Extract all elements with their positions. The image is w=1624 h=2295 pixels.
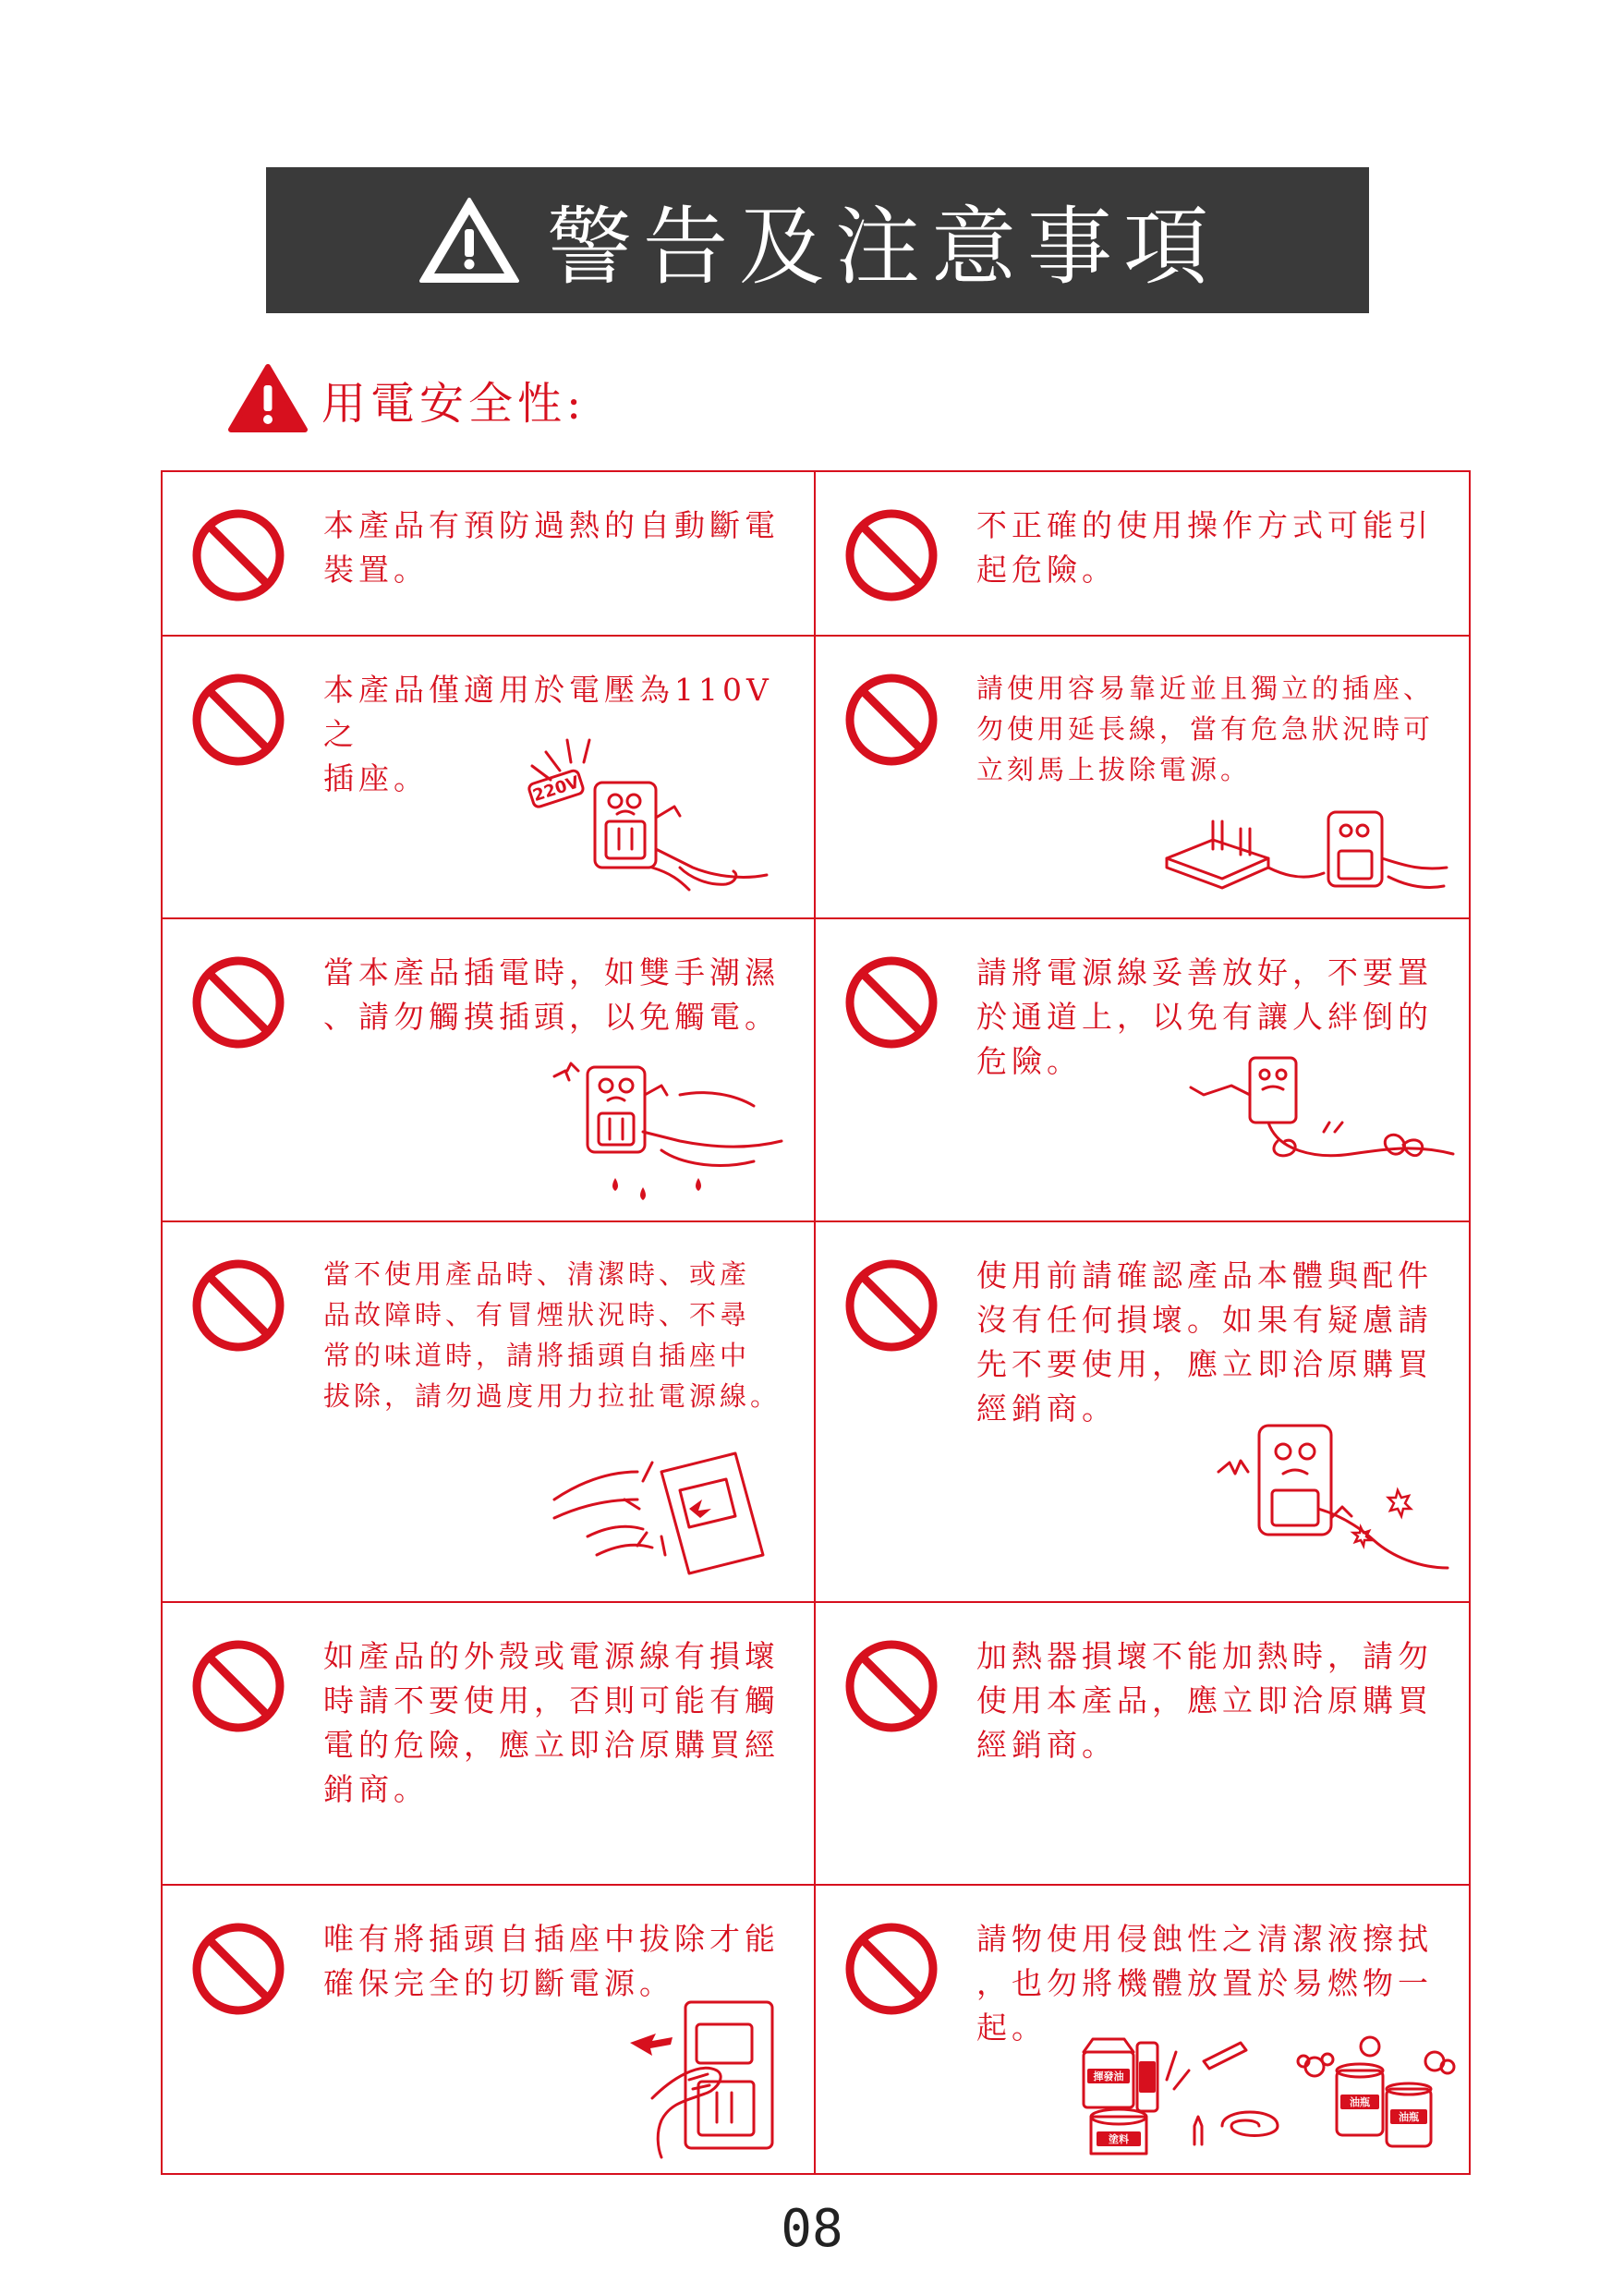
- warning-triangle-icon: [416, 194, 523, 286]
- prohibition-icon: [190, 954, 286, 1050]
- warning-item: [816, 472, 1469, 637]
- warning-text: 唯有將插頭自插座中拔除才能 確保完全的切斷電源。: [323, 1921, 780, 2001]
- warning-item: [163, 919, 816, 1222]
- page-title: 警告及注意事項: [546, 198, 1219, 297]
- warning-item: [816, 637, 1469, 919]
- warning-item: [816, 919, 1469, 1222]
- warning-text: 請使用容易靠近並且獨立的插座、 勿使用延長線，當有危急狀況時可 立刻馬上拔除電源。: [976, 673, 1435, 785]
- prohibition-icon: [190, 1638, 286, 1734]
- section-title: 用電安全性:: [321, 377, 587, 430]
- warning-text: 請物使用侵蝕性之清潔液擦拭 ，也勿將機體放置於易燃物一 起。: [976, 1921, 1433, 2046]
- warning-text: 加熱器損壞不能加熱時，請勿 使用本產品，應立即洽原購買 經銷商。: [976, 1638, 1433, 1763]
- prohibition-icon: [843, 507, 939, 603]
- prohibition-icon: [843, 672, 939, 768]
- warning-item: [163, 1886, 816, 2173]
- wet-hands-illustration: [551, 1058, 791, 1215]
- flammables-illustration: [1065, 2024, 1462, 2163]
- oil-bottle-label: 油瓶: [1350, 2096, 1370, 2108]
- prohibition-icon: [843, 954, 939, 1050]
- outlet-220v-illustration: [514, 729, 782, 905]
- damaged-outlet-illustration: [1213, 1416, 1453, 1583]
- warning-text: 本產品僅適用於電壓為110V之 插座。: [323, 672, 773, 796]
- tripping-cord-illustration: [1185, 1049, 1462, 1187]
- warning-text: 如產品的外殼或電源線有損壞 時請不要使用，否則可能有觸 電的危險，應立即洽原購買經 銷商。: [323, 1638, 780, 1807]
- prohibition-icon: [843, 1638, 939, 1734]
- warning-text: 本產品有預防過熱的自動斷電 裝置。: [323, 507, 780, 588]
- paint-label: 塗料: [1109, 2133, 1129, 2145]
- warning-triangle-icon: [227, 363, 309, 435]
- volatile-oil-label: 揮發油: [1093, 2070, 1124, 2082]
- header-banner: [266, 167, 1369, 313]
- warning-text: 不正確的使用操作方式可能引 起危險。: [976, 507, 1433, 588]
- warning-item: [816, 1603, 1469, 1886]
- oil-bottle-label: 油瓶: [1399, 2111, 1419, 2123]
- warning-text: 請將電源線妥善放好，不要置 於通道上，以免有讓人絆倒的 危險。: [976, 954, 1433, 1079]
- prohibition-icon: [190, 1257, 286, 1354]
- warning-item: [163, 1222, 816, 1603]
- warning-item: [163, 637, 816, 919]
- page-number: 08: [781, 2199, 843, 2259]
- prohibition-icon: [190, 1921, 286, 2017]
- warning-item: [816, 1886, 1469, 2173]
- warning-text: 當不使用產品時、清潔時、或產 品故障時、有冒煙狀況時、不尋 常的味道時，請將插頭自插座中 拔除，請勿過度用力拉扯電源線。: [323, 1258, 782, 1412]
- prohibition-icon: [190, 507, 286, 603]
- extension-cord-illustration: [1157, 794, 1453, 905]
- warning-grid: [161, 470, 1471, 2175]
- unplugging-illustration: [624, 1997, 782, 2163]
- warning-item: [816, 1222, 1469, 1603]
- pulling-cord-illustration: [551, 1444, 772, 1583]
- warning-text: 使用前請確認產品本體與配件 沒有任何損壞。如果有疑慮請 先不要使用，應立即洽原購買 經銷商。: [976, 1257, 1433, 1427]
- prohibition-icon: [843, 1921, 939, 2017]
- voltage-label: 220V: [530, 772, 582, 807]
- prohibition-icon: [190, 672, 286, 768]
- warning-text: 當本產品插電時，如雙手潮濕 、請勿觸摸插頭，以免觸電。: [323, 954, 780, 1035]
- section-heading: [227, 362, 586, 436]
- prohibition-icon: [843, 1257, 939, 1354]
- warning-item: [163, 472, 816, 637]
- warning-item: [163, 1603, 816, 1886]
